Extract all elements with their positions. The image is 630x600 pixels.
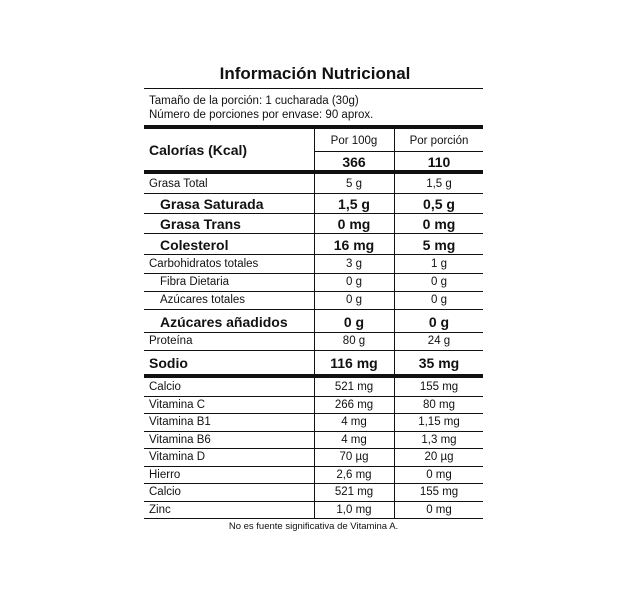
servings-per-container: Número de porciones por envase: 90 aprox. — [149, 109, 374, 121]
serving-size: Tamaño de la porción: 1 cucharada (30g) — [149, 95, 359, 107]
nutrient-name: Carbohidratos totales — [149, 258, 259, 270]
value-per-serving: 0,5 g — [423, 196, 455, 212]
calories-label: Calorías (Kcal) — [149, 142, 248, 158]
column-divider — [314, 129, 315, 518]
value-per-100g: 80 g — [342, 335, 366, 347]
nutrition-facts-label — [144, 88, 483, 538]
column-header-per-serving: Por porción — [409, 135, 469, 147]
label-title: Información Nutricional — [219, 64, 411, 83]
nutrient-name: Grasa Total — [149, 178, 208, 190]
nutrient-name: Azúcares totales — [160, 294, 246, 306]
calories-per-serving: 110 — [427, 154, 451, 170]
value-per-serving: 80 mg — [423, 399, 455, 411]
nutrient-name: Vitamina B6 — [149, 434, 211, 446]
value-per-serving: 0 mg — [422, 216, 456, 232]
value-per-100g: 521 mg — [334, 381, 374, 393]
nutrient-name: Grasa Trans — [160, 216, 241, 232]
value-per-serving: 1,5 g — [426, 178, 452, 190]
nutrient-name: Vitamina C — [149, 399, 206, 411]
nutrient-name: Vitamina B1 — [149, 416, 211, 428]
header-sub-rule — [315, 151, 483, 152]
value-per-100g: 70 µg — [339, 451, 369, 463]
value-per-serving: 0 mg — [426, 504, 452, 516]
nutrient-name: Proteína — [149, 335, 193, 347]
nutrient-name: Hierro — [149, 469, 181, 481]
value-per-100g: 16 mg — [333, 237, 375, 253]
footnote: No es fuente significativa de Vitamina A. — [228, 521, 399, 532]
value-per-serving: 20 µg — [424, 451, 454, 463]
nutrient-name: Colesterol — [160, 237, 229, 253]
value-per-100g: 2,6 mg — [336, 469, 372, 481]
calories-per-100g: 366 — [342, 154, 366, 170]
value-per-serving: 24 g — [427, 335, 451, 347]
nutrient-name: Fibra Dietaria — [160, 276, 230, 288]
value-per-serving: 35 mg — [418, 355, 460, 371]
value-per-100g: 0 g — [346, 276, 362, 288]
nutrient-name: Zinc — [149, 504, 171, 516]
value-per-serving: 1,3 mg — [421, 434, 457, 446]
value-per-serving: 0 g — [431, 276, 447, 288]
value-per-100g: 521 mg — [334, 486, 374, 498]
value-per-100g: 0 mg — [337, 216, 371, 232]
value-per-serving: 5 mg — [422, 237, 456, 253]
value-per-100g: 266 mg — [334, 399, 374, 411]
nutrient-name: Calcio — [149, 381, 181, 393]
value-per-100g: 3 g — [346, 258, 362, 270]
value-per-100g: 0 g — [343, 314, 365, 330]
value-per-serving: 0 mg — [426, 469, 452, 481]
value-per-serving: 155 mg — [419, 486, 459, 498]
value-per-100g: 4 mg — [341, 434, 367, 446]
nutrient-name: Grasa Saturada — [160, 196, 264, 212]
nutrient-name: Azúcares añadidos — [160, 314, 288, 330]
value-per-serving: 1,15 mg — [418, 416, 460, 428]
value-per-100g: 5 g — [346, 178, 362, 190]
column-header-per-100g: Por 100g — [330, 135, 378, 147]
value-per-serving: 155 mg — [419, 381, 459, 393]
top-rule — [144, 88, 483, 89]
nutrient-name: Sodio — [149, 355, 188, 371]
row-rule — [144, 518, 483, 519]
value-per-100g: 1,0 mg — [336, 504, 372, 516]
value-per-100g: 1,5 g — [338, 196, 370, 212]
value-per-100g: 4 mg — [341, 416, 367, 428]
value-per-serving: 1 g — [431, 258, 447, 270]
nutrient-name: Calcio — [149, 486, 181, 498]
value-per-serving: 0 g — [428, 314, 450, 330]
column-divider — [394, 129, 395, 518]
value-per-100g: 0 g — [346, 294, 362, 306]
value-per-serving: 0 g — [431, 294, 447, 306]
nutrient-name: Vitamina D — [149, 451, 206, 463]
value-per-100g: 116 mg — [330, 355, 378, 371]
